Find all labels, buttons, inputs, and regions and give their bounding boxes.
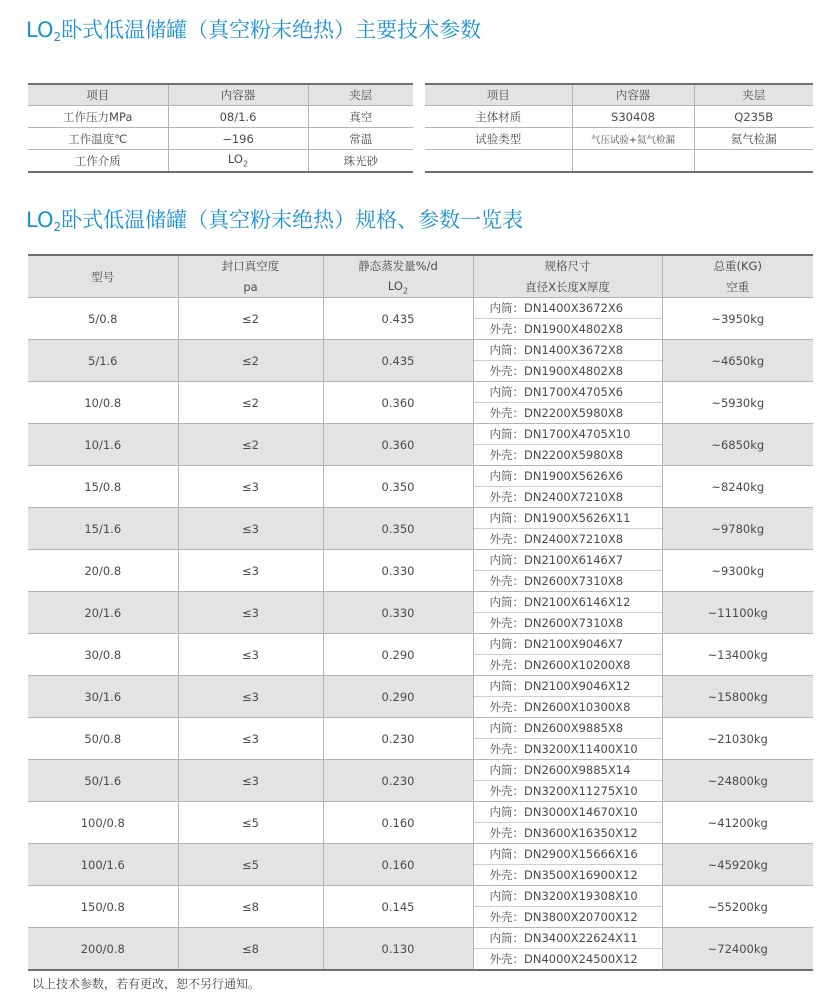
cell-model: 15/0.8 — [28, 466, 178, 508]
cell-model: 20/0.8 — [28, 550, 178, 592]
cell-vacuum: ≤3 — [178, 466, 323, 508]
cell-item: 工作温度℃ — [28, 128, 168, 150]
cell-vacuum: ≤3 — [178, 634, 323, 676]
table-row — [28, 128, 413, 150]
cell-vacuum: ≤2 — [178, 340, 323, 382]
cell-weight: ~8240kg — [662, 466, 813, 508]
tech-right-header — [425, 84, 813, 106]
table-row — [28, 424, 813, 445]
cell-vacuum: ≤2 — [178, 382, 323, 424]
table-row — [28, 508, 813, 529]
cell-jacket: 真空 — [308, 106, 413, 128]
cell-vacuum: ≤5 — [178, 802, 323, 844]
cell-jacket: 常温 — [308, 128, 413, 150]
cell-inner-dims: 内筒：DN2900X15666X16 — [473, 844, 662, 865]
cell-evap: 0.230 — [323, 760, 473, 802]
cell-outer-dims: 外壳：DN3500X16900X12 — [473, 865, 662, 886]
cell-outer-dims: 外壳：DN1900X4802X8 — [473, 361, 662, 382]
cell-outer-dims: 外壳：DN2600X7310X8 — [473, 613, 662, 634]
cell-model: 100/0.8 — [28, 802, 178, 844]
header-dims: 规格尺寸 — [473, 255, 662, 277]
table-row — [425, 150, 813, 173]
cell-outer-dims: 外壳：DN3800X20700X12 — [473, 907, 662, 928]
header-item: 项目 — [28, 84, 168, 106]
table-row — [28, 928, 813, 949]
cell-item: 工作压力MPa — [28, 106, 168, 128]
cell-weight: ~13400kg — [662, 634, 813, 676]
header-item: 项目 — [425, 84, 572, 106]
cell-outer-dims: 外壳：DN2600X7310X8 — [473, 571, 662, 592]
cell-item: 试验类型 — [425, 128, 572, 150]
cell-jacket: 珠光砂 — [308, 150, 413, 173]
header-inner: 内容器 — [572, 84, 694, 106]
cell-inner — [572, 150, 694, 173]
cell-weight: ~45920kg — [662, 844, 813, 886]
tech-table-left — [28, 83, 413, 173]
table-row — [425, 128, 813, 150]
cell-inner-dims: 内筒：DN2100X6146X7 — [473, 550, 662, 571]
cell-evap: 0.350 — [323, 508, 473, 550]
cell-weight: ~3950kg — [662, 298, 813, 340]
table-row — [28, 844, 813, 865]
cell-outer-dims: 外壳：DN3200X11400X10 — [473, 739, 662, 760]
cell-model: 15/1.6 — [28, 508, 178, 550]
cell-inner-dims: 内筒：DN1400X3672X6 — [473, 298, 662, 319]
cell-inner: −196 — [168, 128, 308, 150]
header-inner: 内容器 — [168, 84, 308, 106]
cell-item: 主体材质 — [425, 106, 572, 128]
cell-outer-dims: 外壳：DN2600X10300X8 — [473, 697, 662, 718]
cell-inner-dims: 内筒：DN3400X22624X11 — [473, 928, 662, 949]
tech-table-right — [425, 83, 813, 173]
cell-weight: ~55200kg — [662, 886, 813, 928]
cell-inner: S30408 — [572, 106, 694, 128]
table-row — [28, 676, 813, 697]
cell-model: 30/1.6 — [28, 676, 178, 718]
cell-evap: 0.130 — [323, 928, 473, 971]
cell-model: 100/1.6 — [28, 844, 178, 886]
cell-vacuum: ≤3 — [178, 508, 323, 550]
table-row — [28, 718, 813, 739]
cell-jacket — [694, 150, 813, 173]
cell-model: 10/0.8 — [28, 382, 178, 424]
footnote: 以上技术参数，若有更改，恕不另行通知。 — [32, 977, 261, 991]
cell-inner-dims: 内筒：DN3000X14670X10 — [473, 802, 662, 823]
cell-model: 200/0.8 — [28, 928, 178, 971]
table-row — [28, 298, 813, 319]
table-row — [28, 760, 813, 781]
table-row — [425, 106, 813, 128]
cell-evap: 0.360 — [323, 424, 473, 466]
cell-evap: 0.290 — [323, 634, 473, 676]
cell-evap: 0.160 — [323, 802, 473, 844]
cell-jacket: 氦气检漏 — [694, 128, 813, 150]
cell-evap: 0.160 — [323, 844, 473, 886]
cell-vacuum: ≤3 — [178, 550, 323, 592]
cell-weight: ~24800kg — [662, 760, 813, 802]
cell-outer-dims: 外壳：DN3600X16350X12 — [473, 823, 662, 844]
cell-evap: 0.435 — [323, 340, 473, 382]
table-row — [28, 340, 813, 361]
cell-evap: 0.435 — [323, 298, 473, 340]
table-row — [28, 886, 813, 907]
cell-weight: ~11100kg — [662, 592, 813, 634]
cell-outer-dims: 外壳：DN2200X5980X8 — [473, 445, 662, 466]
cell-vacuum: ≤8 — [178, 928, 323, 971]
cell-weight: ~9780kg — [662, 508, 813, 550]
cell-inner-dims: 内筒：DN1700X4705X10 — [473, 424, 662, 445]
cell-vacuum: ≤8 — [178, 886, 323, 928]
cell-inner-dims: 内筒：DN1400X3672X8 — [473, 340, 662, 361]
header-vacuum: 封口真空度 — [178, 255, 323, 277]
header-jacket: 夹层 — [308, 84, 413, 106]
cell-inner: 08/1.6 — [168, 106, 308, 128]
cell-item — [425, 150, 572, 173]
cell-weight: ~9300kg — [662, 550, 813, 592]
cell-outer-dims: 外壳：DN2600X10200X8 — [473, 655, 662, 676]
cell-weight: ~72400kg — [662, 928, 813, 971]
cell-vacuum: ≤5 — [178, 844, 323, 886]
spec-table — [28, 254, 813, 971]
cell-inner: $LO_2$ — [168, 150, 308, 173]
cell-weight: ~4650kg — [662, 340, 813, 382]
table-row — [28, 634, 813, 655]
cell-evap: 0.230 — [323, 718, 473, 760]
cell-inner-dims: 内筒：DN2600X9885X14 — [473, 760, 662, 781]
cell-inner-dims: 内筒：DN1900X5626X6 — [473, 466, 662, 487]
table-row — [28, 382, 813, 403]
cell-weight: ~5930kg — [662, 382, 813, 424]
cell-inner-dims: 内筒：DN1900X5626X11 — [473, 508, 662, 529]
cell-outer-dims: 外壳：DN3200X11275X10 — [473, 781, 662, 802]
table-row — [28, 802, 813, 823]
header-jacket: 夹层 — [694, 84, 813, 106]
cell-inner-dims: 内筒：DN3200X19308X10 — [473, 886, 662, 907]
cell-model: 5/0.8 — [28, 298, 178, 340]
header-weight: 总重(KG) — [662, 255, 813, 277]
header-vacuum-unit: pa — [178, 277, 323, 298]
cell-outer-dims: 外壳：DN4000X24500X12 — [473, 949, 662, 971]
cell-evap: 0.360 — [323, 382, 473, 424]
tech-left-header — [28, 84, 413, 106]
cell-inner: 气压试验+氦气检漏 — [572, 128, 694, 150]
cell-outer-dims: 外壳：DN1900X4802X8 — [473, 319, 662, 340]
cell-vacuum: ≤3 — [178, 676, 323, 718]
table-row — [28, 550, 813, 571]
cell-evap: 0.145 — [323, 886, 473, 928]
cell-inner-dims: 内筒：DN2600X9885X8 — [473, 718, 662, 739]
header-dims-unit: 直径X长度X厚度 — [473, 277, 662, 298]
cell-evap: 0.330 — [323, 592, 473, 634]
cell-vacuum: ≤2 — [178, 298, 323, 340]
cell-item: 工作介质 — [28, 150, 168, 173]
cell-outer-dims: 外壳：DN2200X5980X8 — [473, 403, 662, 424]
cell-evap: 0.290 — [323, 676, 473, 718]
header-model: 型号 — [28, 255, 178, 298]
cell-inner-dims: 内筒：DN2100X6146X12 — [473, 592, 662, 613]
table-row — [28, 150, 413, 173]
cell-weight: ~15800kg — [662, 676, 813, 718]
cell-model: 20/1.6 — [28, 592, 178, 634]
spec-title: $LO_2$卧式低温储罐（真空粉末绝热）规格、参数一览表 — [26, 208, 524, 234]
table-row — [28, 466, 813, 487]
header-weight-unit: 空重 — [662, 277, 813, 298]
cell-inner-dims: 内筒：DN1700X4705X6 — [473, 382, 662, 403]
cell-vacuum: ≤2 — [178, 424, 323, 466]
cell-model: 50/1.6 — [28, 760, 178, 802]
cell-evap: 0.350 — [323, 466, 473, 508]
cell-model: 10/1.6 — [28, 424, 178, 466]
cell-inner-dims: 内筒：DN2100X9046X12 — [473, 676, 662, 697]
table-row — [28, 592, 813, 613]
cell-jacket: Q235B — [694, 106, 813, 128]
cell-model: 150/0.8 — [28, 886, 178, 928]
cell-evap: 0.330 — [323, 550, 473, 592]
header-evap: 静态蒸发量%/d — [323, 255, 473, 277]
cell-weight: ~21030kg — [662, 718, 813, 760]
cell-vacuum: ≤3 — [178, 760, 323, 802]
table-row — [28, 106, 413, 128]
cell-model: 50/0.8 — [28, 718, 178, 760]
header-evap-unit: $LO_2$ — [323, 277, 473, 298]
cell-vacuum: ≤3 — [178, 718, 323, 760]
cell-model: 5/1.6 — [28, 340, 178, 382]
spec-header-row-1 — [28, 255, 813, 277]
cell-weight: ~41200kg — [662, 802, 813, 844]
cell-vacuum: ≤3 — [178, 592, 323, 634]
cell-outer-dims: 外壳：DN2400X7210X8 — [473, 487, 662, 508]
main-title: $LO_2$卧式低温储罐（真空粉末绝热）主要技术参数 — [26, 18, 482, 44]
cell-model: 30/0.8 — [28, 634, 178, 676]
cell-outer-dims: 外壳：DN2400X7210X8 — [473, 529, 662, 550]
cell-weight: ~6850kg — [662, 424, 813, 466]
cell-inner-dims: 内筒：DN2100X9046X7 — [473, 634, 662, 655]
